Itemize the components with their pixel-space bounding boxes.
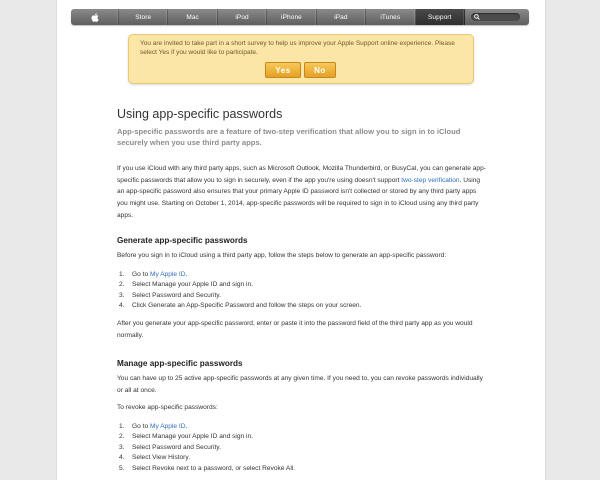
step-number: 1.: [119, 423, 125, 430]
list-item: [117, 453, 487, 463]
step-text: [132, 270, 187, 280]
step-number: 4.: [119, 454, 125, 462]
step-suffix: .: [185, 271, 188, 278]
generate-text: Before you sign in to iCloud using a third party app, follow the steps below to generate an app-specific password:: [117, 252, 447, 259]
step-number: 1.: [119, 271, 125, 278]
search-input[interactable]: [471, 13, 520, 21]
manage-text: You can have up to 25 active app-specific passwords at any given time. If you need to, you can revoke passwords individually or all at once.: [117, 375, 483, 394]
revoke-steps-list: [117, 422, 487, 474]
step-text: Click Generate an App-Specific Password and follow the steps on your screen.: [132, 302, 362, 310]
intro-text-after: . Using an app-specific password also ensures that your primary Apple ID password isn't collected or stored by any third party apps you might use. Starting on October 1, 2014, app-specific passwords will be required to sign in to iCloud using any third party apps.: [117, 176, 481, 219]
apple-home-link[interactable]: [71, 9, 119, 25]
survey-no-button[interactable]: No: [304, 62, 336, 78]
apple-logo-icon: [91, 13, 99, 22]
step-text: Select Password and Security.: [132, 291, 221, 299]
revoke-intro: To revoke app-specific passwords:: [117, 404, 218, 411]
list-item: [117, 422, 487, 432]
my-apple-id-link[interactable]: My Apple ID: [149, 423, 186, 430]
page-title: Using app-specific passwords: [117, 107, 283, 121]
my-apple-id-link[interactable]: My Apple ID: [149, 271, 186, 278]
nav-item-ipod[interactable]: iPod: [218, 9, 267, 25]
list-item: [117, 301, 487, 311]
nav-item-itunes[interactable]: iTunes: [366, 9, 415, 25]
step-suffix: .: [185, 423, 188, 430]
survey-banner: [128, 34, 474, 84]
list-item: [117, 443, 487, 453]
nav-item-iphone[interactable]: iPhone: [267, 9, 316, 25]
step-number: 4.: [119, 302, 125, 310]
list-item: [117, 270, 487, 280]
step-text: Select Password and Security.: [132, 443, 221, 451]
step-number: 3.: [119, 443, 125, 451]
nav-item-ipad[interactable]: iPad: [317, 9, 366, 25]
search-icon: [474, 14, 480, 20]
article-lead: App-specific passwords are a feature of two-step verification that allow you to sign in to iCloud securely when you use third party apps.: [117, 127, 461, 147]
step-text: Select Manage your Apple ID and sign in.: [132, 433, 253, 441]
survey-yes-button[interactable]: Yes: [265, 62, 301, 78]
step-number: 2.: [119, 433, 125, 441]
step-text: Select Revoke next to a password, or select Revoke All.: [132, 464, 296, 472]
generate-steps-list: [117, 270, 487, 312]
step-text: Select View History.: [132, 454, 191, 462]
list-item: [117, 291, 487, 301]
survey-message: You are invited to take part in a short survey to help us improve your Apple Support online experience. Please select Yes if you would like to participate.: [140, 40, 455, 56]
intro-paragraph: [117, 163, 487, 222]
nav-item-mac[interactable]: Mac: [168, 9, 217, 25]
step-prefix: Go to: [132, 423, 150, 430]
nav-item-store[interactable]: Store: [119, 9, 168, 25]
intro-text-before: If you use iCloud with any third party apps, such as Microsoft Outlook, Mozilla Thunderbird, or BusyCal, you can generate app-specific passwords that allow you to sign in securely, even if the app you're using doesn't support: [117, 165, 486, 184]
step-number: 2.: [119, 281, 125, 289]
nav-search[interactable]: [465, 9, 529, 25]
nav-item-support[interactable]: Support: [416, 9, 465, 25]
step-number: 3.: [119, 291, 125, 299]
step-prefix: Go to: [132, 271, 150, 278]
generate-after-text: After you generate your app-specific password, enter or paste it into the password field of the third party app as you would normally.: [117, 320, 473, 339]
manage-heading: Manage app-specific passwords: [117, 359, 243, 368]
two-step-verification-link[interactable]: two-step verification: [401, 176, 460, 184]
global-nav: [71, 9, 529, 25]
step-number: 5.: [119, 464, 125, 472]
list-item: [117, 464, 487, 474]
step-text: Select Manage your Apple ID and sign in.: [132, 281, 253, 289]
list-item: [117, 280, 487, 290]
list-item: [117, 432, 487, 442]
generate-heading: Generate app-specific passwords: [117, 236, 248, 245]
step-text: [132, 422, 187, 432]
